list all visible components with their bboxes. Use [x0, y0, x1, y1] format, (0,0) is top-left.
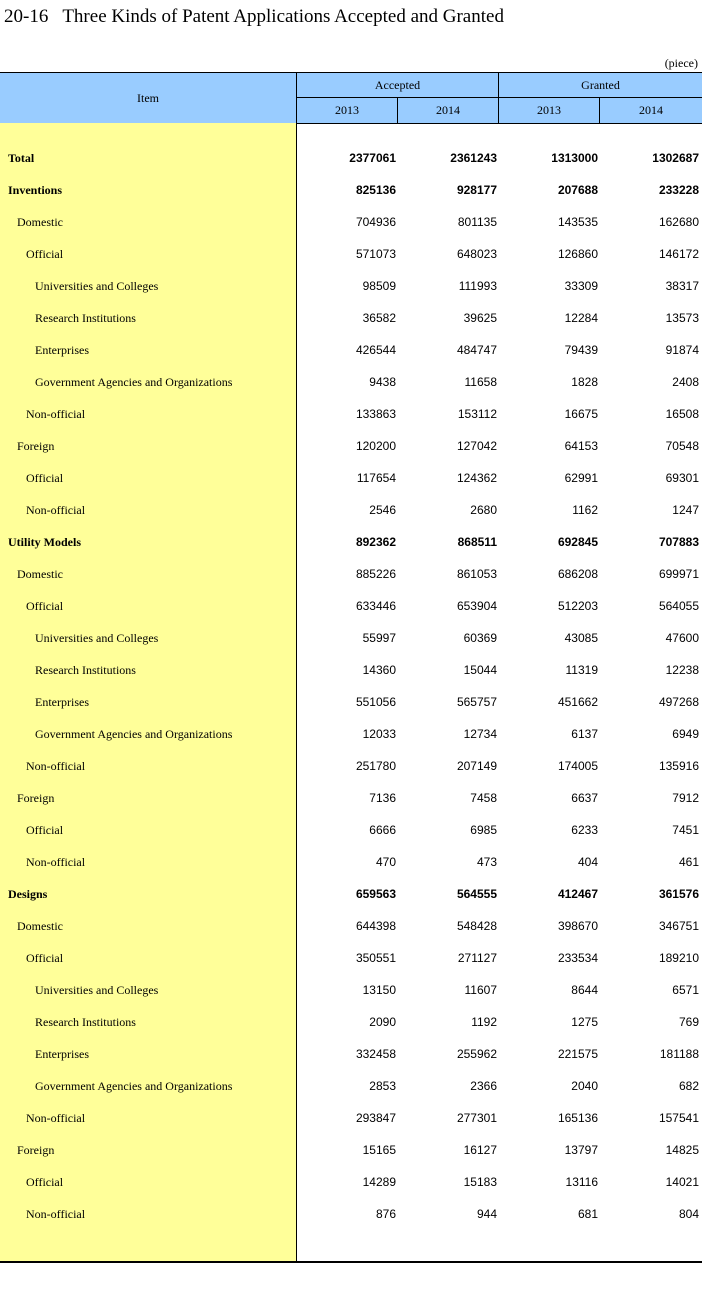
cell-granted-2014: 7451: [672, 823, 699, 837]
cell-accepted-2014: 60369: [463, 631, 497, 645]
table-row: [0, 1172, 702, 1192]
row-label: Non-official: [26, 759, 86, 773]
row-label: Official: [26, 823, 64, 837]
row-label: Universities and Colleges: [35, 983, 159, 997]
cell-granted-2014: 1302687: [652, 151, 699, 165]
cell-granted-2014: 157541: [658, 1111, 699, 1125]
cell-granted-2013: 13797: [564, 1143, 598, 1157]
cell-accepted-2014: 648023: [456, 247, 497, 261]
cell-granted-2013: 13116: [565, 1175, 598, 1189]
bottom-rule: [0, 1261, 702, 1263]
cell-granted-2013: 1162: [572, 503, 598, 517]
cell-accepted-2014: 111993: [458, 279, 497, 293]
cell-accepted-2013: 251780: [355, 759, 396, 773]
cell-granted-2014: 38317: [665, 279, 699, 293]
cell-granted-2013: 16675: [564, 407, 598, 421]
row-label: Non-official: [26, 855, 86, 869]
cell-accepted-2013: 55997: [362, 631, 396, 645]
row-label: Enterprises: [35, 695, 89, 709]
cell-granted-2014: 69301: [665, 471, 699, 485]
header-year-accepted-2013: 2013: [297, 98, 398, 123]
table-row: [0, 1204, 702, 1224]
cell-granted-2014: 1247: [672, 503, 699, 517]
table-row: [0, 404, 702, 424]
cell-granted-2013: 2040: [571, 1079, 598, 1093]
row-label: Utility Models: [8, 535, 81, 549]
row-label: Inventions: [8, 183, 63, 197]
cell-granted-2013: 64153: [564, 439, 598, 453]
table-row: [0, 692, 702, 712]
cell-granted-2014: 14825: [665, 1143, 699, 1157]
cell-granted-2013: 404: [577, 855, 598, 869]
table-row: [0, 148, 702, 168]
cell-accepted-2014: 564555: [456, 887, 497, 901]
table-row: [0, 1140, 702, 1160]
cell-accepted-2013: 2546: [369, 503, 396, 517]
cell-granted-2014: 189210: [658, 951, 699, 965]
cell-accepted-2013: 7136: [369, 791, 396, 805]
cell-granted-2014: 804: [678, 1207, 699, 1221]
header-year-accepted-2014: 2014: [398, 98, 499, 123]
cell-accepted-2014: 153112: [457, 407, 497, 421]
cell-granted-2014: 699971: [658, 567, 699, 581]
cell-granted-2014: 707883: [658, 535, 699, 549]
cell-granted-2014: 346751: [658, 919, 699, 933]
cell-accepted-2013: 133863: [355, 407, 396, 421]
cell-granted-2013: 33309: [564, 279, 598, 293]
cell-granted-2013: 451662: [557, 695, 598, 709]
cell-accepted-2013: 293847: [355, 1111, 396, 1125]
cell-granted-2013: 398670: [557, 919, 598, 933]
cell-granted-2014: 12238: [665, 663, 699, 677]
unit-label: (piece): [664, 56, 698, 70]
cell-accepted-2013: 426544: [355, 343, 396, 357]
cell-accepted-2014: 861053: [456, 567, 497, 581]
cell-accepted-2013: 470: [375, 855, 396, 869]
cell-accepted-2013: 876: [375, 1207, 396, 1221]
cell-granted-2014: 162680: [658, 215, 699, 229]
cell-granted-2013: 43085: [564, 631, 598, 645]
cell-accepted-2014: 801135: [457, 215, 497, 229]
row-label: Non-official: [26, 1111, 86, 1125]
table-row: [0, 1076, 702, 1096]
row-label: Foreign: [17, 791, 55, 805]
cell-granted-2013: 79439: [564, 343, 598, 357]
cell-accepted-2014: 11607: [464, 983, 497, 997]
cell-granted-2013: 62991: [564, 471, 598, 485]
cell-accepted-2014: 15183: [463, 1175, 497, 1189]
cell-granted-2013: 1275: [571, 1015, 598, 1029]
cell-accepted-2014: 653904: [456, 599, 497, 613]
header-year-granted-2014: 2014: [639, 103, 663, 117]
cell-accepted-2013: 551056: [355, 695, 396, 709]
cell-accepted-2013: 571073: [355, 247, 396, 261]
table-row: [0, 820, 702, 840]
cell-accepted-2013: 885226: [355, 567, 396, 581]
cell-accepted-2013: 117654: [356, 471, 396, 485]
cell-accepted-2014: 11658: [464, 375, 497, 389]
cell-accepted-2014: 868511: [457, 535, 497, 549]
cell-accepted-2014: 12734: [463, 727, 497, 741]
row-label: Official: [26, 599, 64, 613]
cell-granted-2013: 686208: [557, 567, 598, 581]
cell-granted-2013: 412467: [557, 887, 598, 901]
cell-accepted-2013: 120200: [355, 439, 396, 453]
row-label: Official: [26, 1175, 64, 1189]
row-label: Government Agencies and Organizations: [35, 375, 233, 389]
header-granted: Granted: [499, 73, 702, 98]
cell-granted-2014: 146172: [658, 247, 699, 261]
cell-accepted-2014: 271127: [457, 951, 497, 965]
cell-granted-2014: 13573: [665, 311, 699, 325]
cell-granted-2014: 6571: [672, 983, 699, 997]
cell-accepted-2013: 9438: [369, 375, 396, 389]
cell-accepted-2014: 2361243: [450, 151, 497, 165]
cell-accepted-2014: 7458: [470, 791, 497, 805]
table-row: [0, 852, 702, 872]
table-row: [0, 1044, 702, 1064]
cell-accepted-2013: 892362: [355, 535, 396, 549]
row-label: Research Institutions: [35, 1015, 136, 1029]
cell-granted-2013: 681: [577, 1207, 598, 1221]
cell-accepted-2014: 1192: [471, 1015, 497, 1029]
cell-granted-2014: 769: [678, 1015, 699, 1029]
cell-accepted-2013: 13150: [362, 983, 396, 997]
table-row: [0, 756, 702, 776]
cell-accepted-2013: 2853: [369, 1079, 396, 1093]
row-label: Foreign: [17, 439, 55, 453]
cell-granted-2013: 6137: [571, 727, 598, 741]
table-row: [0, 948, 702, 968]
row-label: Domestic: [17, 567, 63, 581]
cell-accepted-2013: 14289: [362, 1175, 396, 1189]
row-label: Official: [26, 247, 64, 261]
cell-accepted-2013: 2090: [369, 1015, 396, 1029]
cell-accepted-2014: 484747: [456, 343, 497, 357]
cell-accepted-2013: 15165: [362, 1143, 396, 1157]
cell-granted-2014: 6949: [672, 727, 699, 741]
cell-granted-2013: 8644: [571, 983, 598, 997]
cell-accepted-2014: 6985: [470, 823, 497, 837]
table-row: [0, 1012, 702, 1032]
cell-granted-2013: 174005: [557, 759, 598, 773]
table-row: [0, 1108, 702, 1128]
row-label: Enterprises: [35, 343, 89, 357]
cell-granted-2013: 1828: [571, 375, 598, 389]
table-row: [0, 468, 702, 488]
cell-granted-2013: 11319: [565, 663, 598, 677]
table-row: [0, 308, 702, 328]
cell-granted-2014: 2408: [672, 375, 699, 389]
cell-granted-2014: 361576: [658, 887, 699, 901]
cell-accepted-2014: 277301: [456, 1111, 497, 1125]
cell-accepted-2014: 548428: [456, 919, 497, 933]
table-row: [0, 340, 702, 360]
table-row: [0, 244, 702, 264]
table-title: [4, 6, 504, 28]
cell-granted-2014: 461: [678, 855, 699, 869]
row-label: Universities and Colleges: [35, 279, 159, 293]
header-accepted: Accepted: [297, 73, 499, 98]
cell-accepted-2013: 825136: [355, 183, 396, 197]
cell-accepted-2013: 14360: [362, 663, 396, 677]
table-row: [0, 596, 702, 616]
cell-granted-2014: 16508: [665, 407, 699, 421]
cell-granted-2014: 181188: [659, 1047, 699, 1061]
cell-accepted-2013: 98509: [362, 279, 396, 293]
table-row: [0, 532, 702, 552]
table-row: [0, 628, 702, 648]
cell-granted-2014: 497268: [658, 695, 699, 709]
cell-accepted-2013: 644398: [355, 919, 396, 933]
table-row: [0, 980, 702, 1000]
cell-accepted-2014: 928177: [456, 183, 497, 197]
table-row: [0, 276, 702, 296]
table-row: [0, 884, 702, 904]
cell-granted-2013: 6233: [571, 823, 598, 837]
cell-granted-2013: 165136: [557, 1111, 598, 1125]
row-label: Domestic: [17, 215, 63, 229]
cell-granted-2013: 233534: [557, 951, 598, 965]
row-label: Government Agencies and Organizations: [35, 727, 233, 741]
row-label: Official: [26, 471, 64, 485]
row-label: Research Institutions: [35, 663, 136, 677]
row-label: Research Institutions: [35, 311, 136, 325]
table-row: [0, 436, 702, 456]
cell-granted-2013: 692845: [557, 535, 598, 549]
cell-granted-2013: 512203: [557, 599, 598, 613]
cell-granted-2014: 564055: [658, 599, 699, 613]
row-label: Foreign: [17, 1143, 55, 1157]
header-item: Item: [0, 73, 297, 123]
cell-accepted-2013: 6666: [369, 823, 396, 837]
cell-accepted-2014: 944: [476, 1207, 497, 1221]
table-number: 20-16: [4, 6, 49, 27]
cell-granted-2013: 1313000: [551, 151, 598, 165]
table-row: [0, 372, 702, 392]
table-row: [0, 212, 702, 232]
cell-accepted-2014: 565757: [456, 695, 497, 709]
cell-accepted-2013: 633446: [355, 599, 396, 613]
cell-accepted-2013: 350551: [355, 951, 396, 965]
table-row: [0, 788, 702, 808]
cell-granted-2014: 7912: [672, 791, 699, 805]
cell-accepted-2013: 704936: [355, 215, 396, 229]
cell-granted-2014: 233228: [658, 183, 699, 197]
table-row: [0, 916, 702, 936]
cell-granted-2014: 70548: [665, 439, 699, 453]
cell-accepted-2014: 15044: [463, 663, 497, 677]
cell-accepted-2014: 124362: [456, 471, 497, 485]
cell-granted-2013: 207688: [557, 183, 598, 197]
cell-accepted-2013: 12033: [362, 727, 396, 741]
row-label: Official: [26, 951, 64, 965]
cell-accepted-2013: 659563: [355, 887, 396, 901]
table-row: [0, 724, 702, 744]
header-year-granted-2013: 2013: [499, 98, 600, 123]
table-row: [0, 564, 702, 584]
cell-accepted-2013: 332458: [355, 1047, 396, 1061]
cell-granted-2013: 6637: [571, 791, 598, 805]
table-title-text: Three Kinds of Patent Applications Accepted and Granted: [62, 6, 504, 27]
cell-accepted-2014: 16127: [463, 1143, 497, 1157]
row-label: Government Agencies and Organizations: [35, 1079, 233, 1093]
cell-granted-2014: 682: [678, 1079, 699, 1093]
cell-granted-2013: 221575: [557, 1047, 598, 1061]
row-label: Non-official: [26, 1207, 86, 1221]
table-row: [0, 500, 702, 520]
cell-accepted-2014: 39625: [463, 311, 497, 325]
cell-accepted-2013: 2377061: [349, 151, 396, 165]
cell-granted-2013: 143535: [557, 215, 598, 229]
row-label: Enterprises: [35, 1047, 89, 1061]
row-label: Domestic: [17, 919, 63, 933]
row-label: Total: [8, 151, 35, 165]
row-label: Non-official: [26, 503, 86, 517]
cell-accepted-2013: 36582: [362, 311, 396, 325]
cell-accepted-2014: 207149: [456, 759, 497, 773]
cell-accepted-2014: 473: [476, 855, 497, 869]
row-label: Universities and Colleges: [35, 631, 159, 645]
row-label: Non-official: [26, 407, 86, 421]
cell-granted-2014: 135916: [658, 759, 699, 773]
cell-accepted-2014: 255962: [456, 1047, 497, 1061]
cell-accepted-2014: 2366: [470, 1079, 497, 1093]
cell-granted-2013: 126860: [557, 247, 598, 261]
cell-granted-2014: 91874: [665, 343, 699, 357]
table-row: [0, 660, 702, 680]
cell-accepted-2014: 127042: [456, 439, 497, 453]
table-body: [0, 123, 702, 1261]
table-row: [0, 180, 702, 200]
table-header: [0, 72, 702, 124]
cell-granted-2014: 47600: [665, 631, 699, 645]
cell-granted-2014: 14021: [665, 1175, 699, 1189]
cell-accepted-2014: 2680: [470, 503, 497, 517]
cell-granted-2013: 12284: [564, 311, 598, 325]
row-label: Designs: [8, 887, 48, 901]
